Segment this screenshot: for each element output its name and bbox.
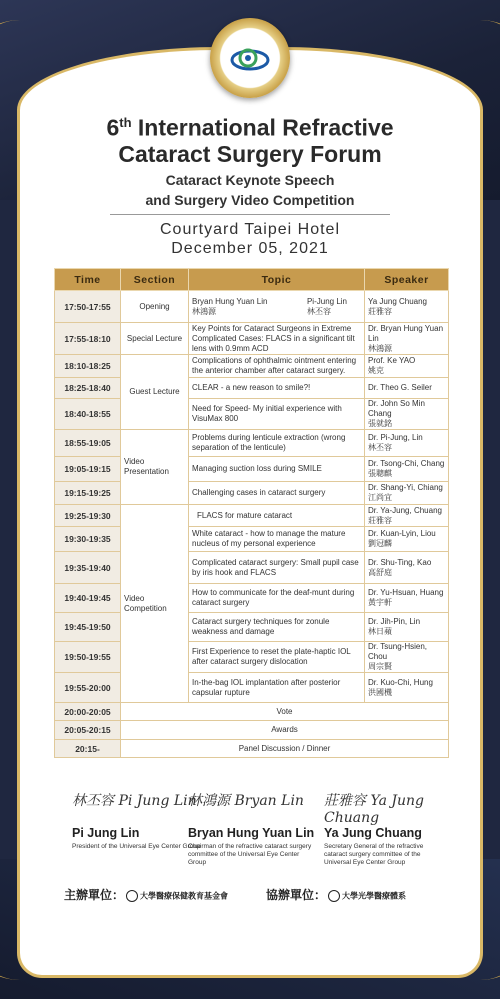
cell-section: Video Competition (121, 505, 189, 703)
cell-section: Guest Lecture (121, 355, 189, 430)
cell-speaker: Dr. Tsong-Chi, Chang 張聰麒 (365, 457, 449, 482)
title-ordinal: 6 (106, 114, 120, 141)
cell-topic: Managing suction loss during SMILE (189, 457, 365, 482)
signature-script: 莊雅容 Ya Jung Chuang (324, 793, 425, 826)
table-row (55, 527, 449, 552)
cell-speaker: Ya Jung Chuang 莊雅容 (365, 291, 449, 323)
subtitle-line2: and Surgery Video Competition (145, 192, 355, 208)
cell-span: Panel Discussion / Dinner (121, 740, 449, 758)
cell-speaker: Dr. Kuo-Chi, Hung 洪國機 (365, 673, 449, 703)
cell-time: 19:15-19:25 (55, 482, 121, 505)
subtitle (20, 170, 480, 210)
cell-time: 19:40-19:45 (55, 584, 121, 613)
cell-topic: Complications of ophthalmic ointment entering the anterior chamber after cataract surgery. (189, 355, 365, 378)
venue-block (20, 220, 480, 258)
foundation-logo-icon (126, 890, 138, 902)
divider (110, 214, 390, 215)
cell-speaker: Dr. Yu-Hsuan, Huang 黃宇軒 (365, 584, 449, 613)
cell-time: 18:40-18:55 (55, 399, 121, 430)
table-row (55, 291, 449, 323)
cell-topic: White cataract - how to manage the mature nucleus of my personal experience (189, 527, 365, 552)
signer-name: Pi Jung Lin (72, 826, 140, 840)
host-name-b: Pi-Jung Lin 林丕容 (306, 296, 347, 316)
cell-topic: FLACS for mature cataract (189, 505, 365, 527)
signer-name: Ya Jung Chuang (324, 826, 422, 840)
cell-topic: Cataract surgery techniques for zonule weakness and damage (189, 613, 365, 642)
table-row (55, 552, 449, 584)
cell-speaker: Prof. Ke YAO 姚克 (365, 355, 449, 378)
signature-block (72, 790, 202, 851)
cell-section: Video Presentation (121, 430, 189, 505)
signer-role: Chairman of the refractive cataract surgery committee of the Universal Eye Center Group (188, 843, 312, 866)
signer-name: Bryan Hung Yuan Lin (188, 826, 315, 840)
host-organizer (64, 886, 228, 903)
subtitle-line1: Cataract Keynote Speech (165, 172, 335, 188)
cell-speaker: Dr. Shang-Yi, Chiang 江尚宜 (365, 482, 449, 505)
table-row (55, 642, 449, 673)
cell-section: Opening (121, 291, 189, 323)
cell-time: 19:45-19:50 (55, 613, 121, 642)
cell-topic: Key Points for Cataract Surgeons in Extreme Complicated Cases: FLACS in a significant tilt lens with 0.9mm ACD (189, 323, 365, 355)
host-name-a: Bryan Hung Yuan Lin 林鴻源 (192, 296, 268, 316)
table-row (55, 613, 449, 642)
cell-speaker: Dr. Shu-Ting, Kao 高舒庭 (365, 552, 449, 584)
cell-time: 20:05-20:15 (55, 721, 121, 740)
cell-time: 20:00-20:05 (55, 703, 121, 721)
table-row (55, 323, 449, 355)
signer-role: President of the Universal Eye Center Group (72, 843, 201, 850)
eye-logo-icon (226, 34, 274, 82)
col-topic: Topic (189, 269, 365, 291)
cell-topic: Problems during lenticule extraction (wrong separation of the lenticule) (189, 430, 365, 457)
organizers (54, 886, 448, 908)
signatures (54, 790, 448, 890)
table-row (55, 457, 449, 482)
cell-topic: Need for Speed- My initial experience with VisuMax 800 (189, 399, 365, 430)
cell-span: Awards (121, 721, 449, 740)
host-name: 大學醫療保健教育基金會 (140, 891, 229, 901)
cell-section: Special Lecture (121, 323, 189, 355)
cell-speaker: Dr. Pi-Jung, Lin 林丕容 (365, 430, 449, 457)
title-line2: Cataract Surgery Forum (118, 140, 382, 167)
cell-topic: CLEAR - a new reason to smile?! (189, 378, 365, 399)
cell-topic: First Experience to reset the plate-haptic IOL after cataract surgery dislocation (189, 642, 365, 673)
table-row (55, 721, 449, 740)
table-row (55, 430, 449, 457)
co-organizer (266, 886, 406, 903)
table-row (55, 482, 449, 505)
cell-time: 18:55-19:05 (55, 430, 121, 457)
cell-speaker: Dr. Theo G. Seiler (365, 378, 449, 399)
cell-topic: Complicated cataract surgery: Small pupil case by iris hook and FLACS (189, 552, 365, 584)
co-name: 大學光學醫療體系 (342, 891, 407, 901)
cell-topic: How to communicate for the deaf-munt during cataract surgery (189, 584, 365, 613)
cell-speaker: Dr. Kuan-Lyin, Liou 劉冠麟 (365, 527, 449, 552)
signature-script: 林丕容 Pi Jung Lin (72, 793, 197, 809)
event-date: December 05, 2021 (171, 240, 329, 257)
table-row (55, 673, 449, 703)
cell-topic: In-the-bag IOL implantation after posterior capsular rupture (189, 673, 365, 703)
table-row (55, 703, 449, 721)
table-row (55, 399, 449, 430)
col-speaker: Speaker (365, 269, 449, 291)
cell-time: 19:50-19:55 (55, 642, 121, 673)
signature-block (188, 790, 318, 867)
co-label: 協辦單位： (266, 888, 327, 902)
table-row (55, 355, 449, 378)
title-line1: International Refractive (131, 114, 394, 141)
cell-time: 17:50-17:55 (55, 291, 121, 323)
cell-time: 19:25-19:30 (55, 505, 121, 527)
schedule-table (54, 268, 449, 758)
signature-script: 林鴻源 Bryan Lin (188, 793, 304, 809)
logo-badge (210, 18, 290, 98)
page-title (20, 110, 480, 167)
table-row (55, 740, 449, 758)
venue: Courtyard Taipei Hotel (159, 221, 340, 238)
signer-role: Secretary General of the refractive cataract surgery committee of the Universal Eye Center Group (324, 843, 424, 866)
table-row (55, 584, 449, 613)
cell-time: 19:55-20:00 (55, 673, 121, 703)
cell-speaker: Dr. Ya-Jung, Chuang 莊雅容 (365, 505, 449, 527)
cell-time: 18:10-18:25 (55, 355, 121, 378)
cell-topic (189, 291, 365, 323)
cell-time: 19:05-19:15 (55, 457, 121, 482)
cell-time: 19:35-19:40 (55, 552, 121, 584)
cell-time: 18:25-18:40 (55, 378, 121, 399)
signature-block (324, 790, 448, 867)
col-time: Time (55, 269, 121, 291)
cell-time: 19:30-19:35 (55, 527, 121, 552)
cell-speaker: Dr. John So Min Chang 張就銘 (365, 399, 449, 430)
table-header-row (55, 269, 449, 291)
title-sup: th (119, 115, 132, 130)
cell-span: Vote (121, 703, 449, 721)
cell-topic: Challenging cases in cataract surgery (189, 482, 365, 505)
cell-time: 20:15- (55, 740, 121, 758)
table-row (55, 505, 449, 527)
host-label: 主辦單位： (64, 888, 125, 902)
table-row (55, 378, 449, 399)
col-section: Section (121, 269, 189, 291)
group-logo-icon (328, 890, 340, 902)
cell-time: 17:55-18:10 (55, 323, 121, 355)
cell-speaker: Dr. Bryan Hung Yuan Lin 林鴻源 (365, 323, 449, 355)
cell-speaker: Dr. Jih-Pin, Lin 林日蘋 (365, 613, 449, 642)
cell-speaker: Dr. Tsung-Hsien, Chou 周宗賢 (365, 642, 449, 673)
